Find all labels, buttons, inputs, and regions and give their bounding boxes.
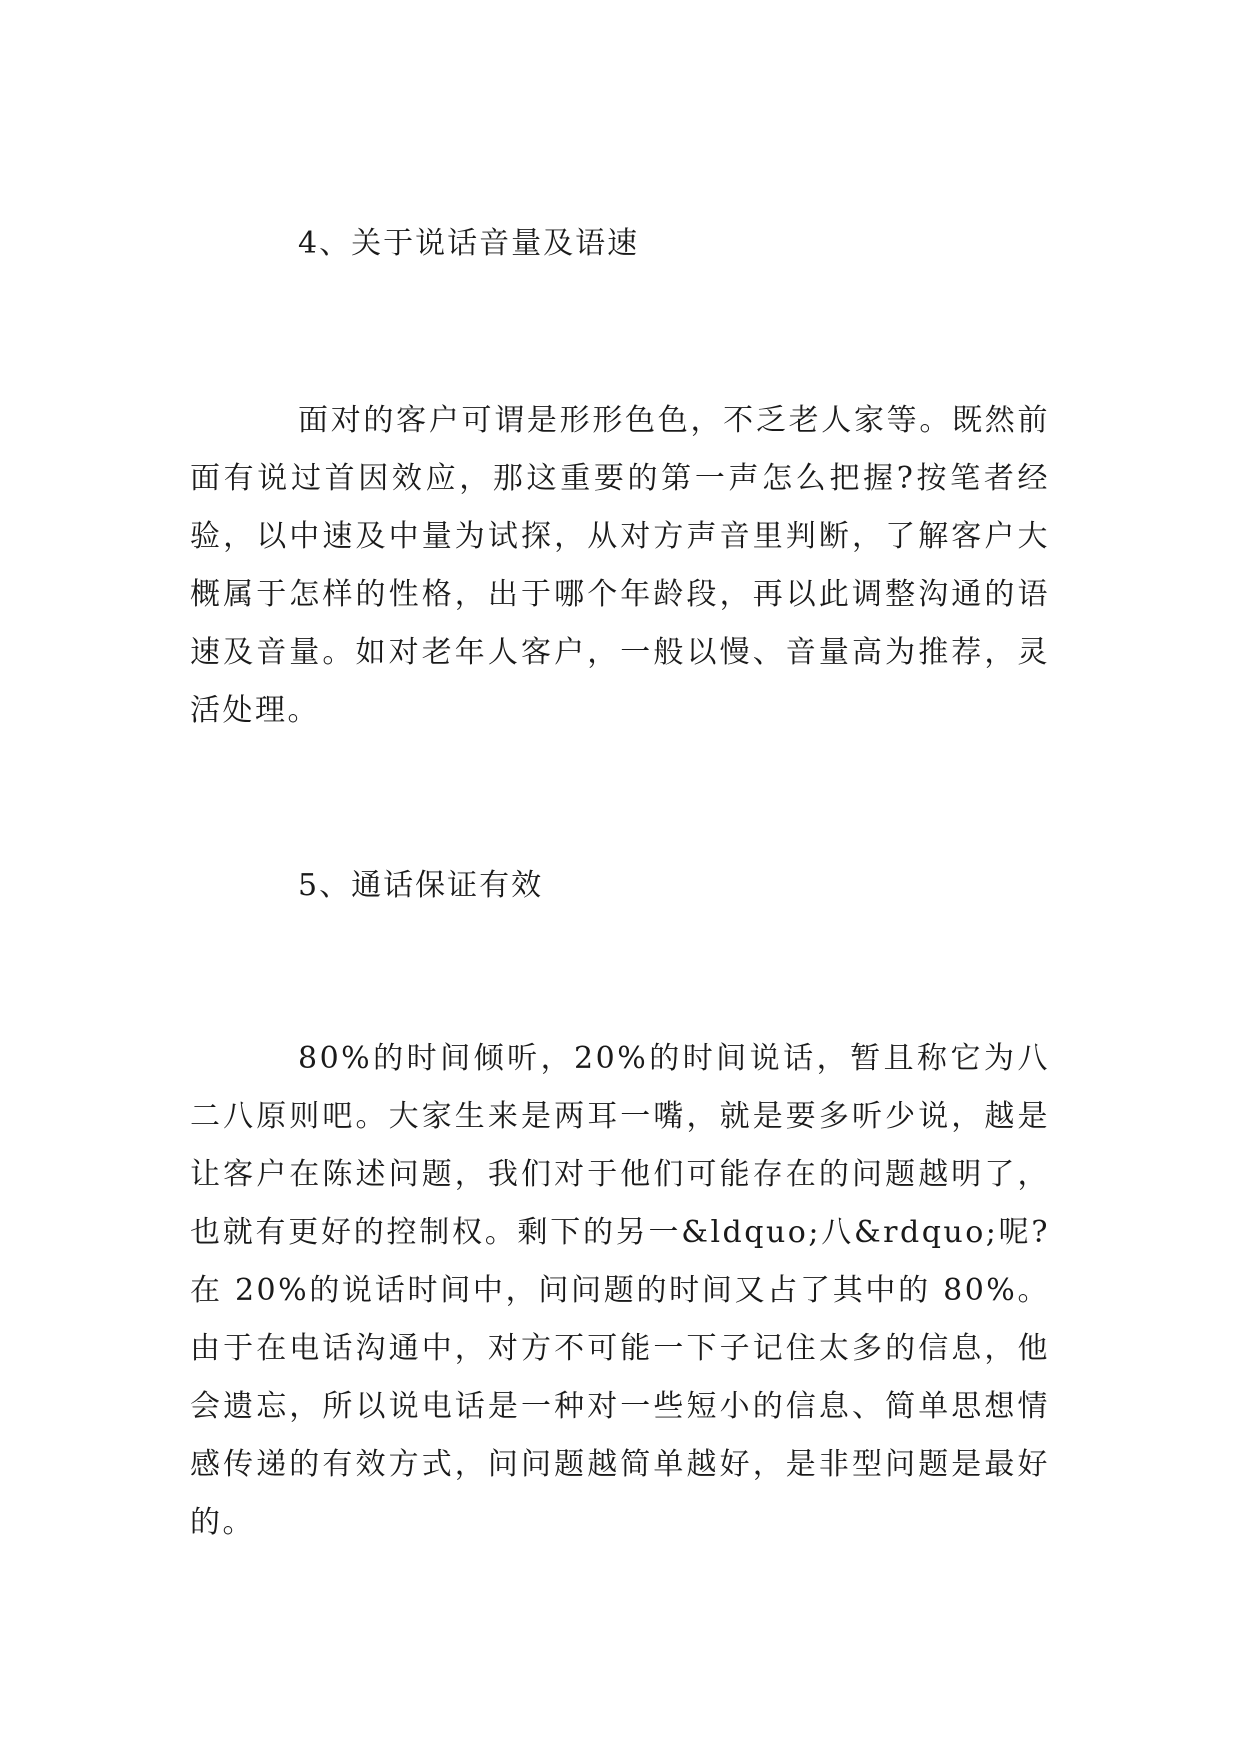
section-5-heading: 5、通话保证有效 xyxy=(298,868,544,903)
section-5-paragraph: 80%的时间倾听，20%的时间说话，暂且称它为八二八原则吧。大家生来是两耳一嘴，就是要多听少说，越是让客户在陈述问题，我们对于他们可能存在的问题越明了，也就有更好的控制权。剩下的另一&ldquo;八&rdquo;呢?在 20%的说话时间中，问问题的时间又占了其中的 80%。由于在电话沟通中，对方不可能一下子记住太多的信息，他会遗忘，所以说电话是一种对一些短小的信息、简单思想情感传递的有效方式，问问题越简单越好，是非型问题是最好的。 xyxy=(190,1041,1050,1540)
section-4-paragraph: 面对的客户可谓是形形色色，不乏老人家等。既然前面有说过首因效应，那这重要的第一声怎么把握?按笔者经验，以中速及中量为试探，从对方声音里判断，了解客户大概属于怎样的性格，出于哪个年龄段，再以此调整沟通的语速及音量。如对老年人客户，一般以慢、音量高为推荐，灵活处理。 xyxy=(190,403,1050,728)
section-4-heading: 4、关于说话音量及语速 xyxy=(298,226,640,261)
